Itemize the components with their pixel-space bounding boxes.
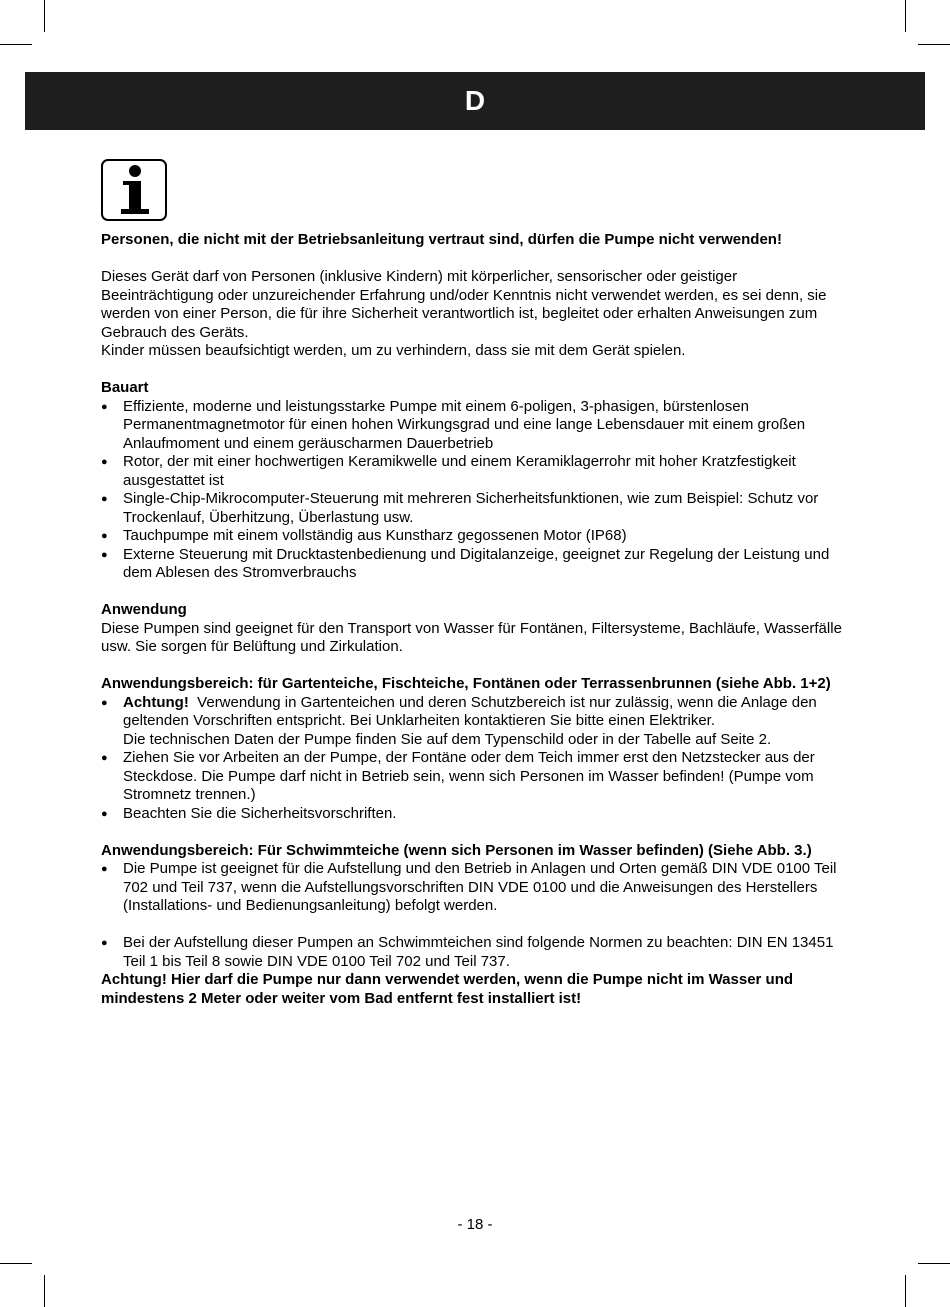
section-heading-bereich-schwimmteich: Anwendungsbereich: Für Schwimmteiche (wenn sich Personen im Wasser befinden) (Siehe Abb. 3.)	[101, 841, 812, 859]
crop-mark	[0, 1263, 32, 1264]
list-item: ● Rotor, der mit einer hochwertigen Keramikwelle und einem Keramiklagerrohr mit hoher Kratzfestigkeit ausgestattet ist	[101, 453, 851, 490]
list-item: ● Bei der Aufstellung dieser Pumpen an Schwimmteichen sind folgende Normen zu beachten: DIN EN 13451 Teil 1 bis Teil 8 sowie DIN VDE 0100 Teil 702 und Teil 737.	[101, 934, 851, 971]
bereich-schwimmteich-list-2	[101, 934, 851, 971]
list-item: ● Tauchpumpe mit einem vollständig aus Kunstharz gegossenen Motor (IP68)	[101, 527, 851, 546]
intro-paragraph: Dieses Gerät darf von Personen (inklusive Kindern) mit körperlicher, sensorischer oder geistiger Beeinträchtigung oder unzureichender Erfahrung und/oder Kenntnis nicht verwendet werden, es sei denn, sie werden von einer Person, die für ihre Sicherheit verantwortlich ist, begleitet oder erhalten Anweisungen zum Gebrauch des Geräts.	[101, 268, 827, 341]
crop-mark	[0, 44, 32, 45]
page-number: - 18 -	[457, 1216, 493, 1233]
list-item: ● Effiziente, moderne und leistungsstarke Pumpe mit einem 6-poligen, 3-phasigen, bürstenlosen Permanentmagnetmotor für einen hohen Wirkungsgrad und eine lange Lebensdauer mit einem großen Anlaufmoment und einem geräuscharmen Dauerbetrieb	[101, 398, 851, 454]
list-item: ● Externe Steuerung mit Drucktastenbedienung und Digitalanzeige, geeignet zur Regelung der Leistung und dem Ablesen des Stromverbrauchs	[101, 546, 851, 583]
info-icon	[101, 159, 167, 221]
achtung-text: Verwendung in Gartenteichen und deren Schutzbereich ist nur zulässig, wenn die Anlage den geltenden Vorschriften entspricht. Bei Unklarheiten kontaktieren Sie bitte einen Elektriker.	[123, 693, 817, 729]
crop-mark	[918, 1263, 950, 1264]
list-item: ● Beachten Sie die Sicherheitsvorschriften.	[101, 805, 851, 824]
intro-paragraph-children: Kinder müssen beaufsichtigt werden, um zu verhindern, dass sie mit dem Gerät spielen.	[101, 342, 686, 359]
crop-mark	[905, 1275, 906, 1307]
section-heading-bauart: Bauart	[101, 379, 149, 396]
technical-data-note: Die technischen Daten der Pumpe finden Sie auf dem Typenschild oder in der Tabelle auf Seite 2.	[123, 730, 772, 748]
list-item: ● Die Pumpe ist geeignet für die Aufstellung und den Betrieb in Anlagen und Orten gemäß DIN VDE 0100 Teil 702 und Teil 737, wenn die Aufstellungsvorschriften DIN VDE 0100 und die Anweisungen des Herstellers (Installations- und Bedienungsanleitung) befolgt werden.	[101, 860, 851, 916]
crop-mark	[44, 1275, 45, 1307]
section-heading-bereich-garten: Anwendungsbereich: für Gartenteiche, Fischteiche, Fontänen oder Terrassenbrunnen (siehe Abb. 1+2)	[101, 675, 831, 692]
bauart-list	[101, 398, 851, 583]
language-header: D	[25, 72, 925, 130]
list-item: ● Single-Chip-Mikrocomputer-Steuerung mit mehreren Sicherheitsfunktionen, wie zum Beispiel: Schutz vor Trockenlauf, Überhitzung, Überlastung usw.	[101, 490, 851, 527]
anwendung-text: Diese Pumpen sind geeignet für den Transport von Wasser für Fontänen, Filtersysteme, Bachläufe, Wasserfälle usw. Sie sorgen für Belüftung und Zirkulation.	[101, 619, 842, 655]
section-heading-anwendung: Anwendung	[101, 601, 187, 618]
crop-mark	[918, 44, 950, 45]
intro-warning: Personen, die nicht mit der Betriebsanleitung vertraut sind, dürfen die Pumpe nicht verwenden!	[101, 231, 782, 248]
bereich-garten-list	[101, 694, 851, 824]
final-warning: Achtung! Hier darf die Pumpe nur dann verwendet werden, wenn die Pumpe nicht im Wasser und mindestens 2 Meter oder weiter vom Bad entfernt fest installiert ist!	[101, 971, 794, 1007]
crop-mark	[905, 0, 906, 32]
list-item: ● Ziehen Sie vor Arbeiten an der Pumpe, der Fontäne oder dem Teich immer erst den Netzstecker aus der Steckdose. Die Pumpe darf nicht in Betrieb sein, wenn sich Personen im Wasser befinden! (Pumpe vom Stromnetz trennen.)	[101, 749, 851, 805]
bereich-schwimmteich-list	[101, 860, 851, 916]
achtung-label: Achtung!	[123, 693, 189, 711]
document-body	[101, 231, 851, 1008]
crop-mark	[44, 0, 45, 32]
list-item	[101, 694, 851, 750]
